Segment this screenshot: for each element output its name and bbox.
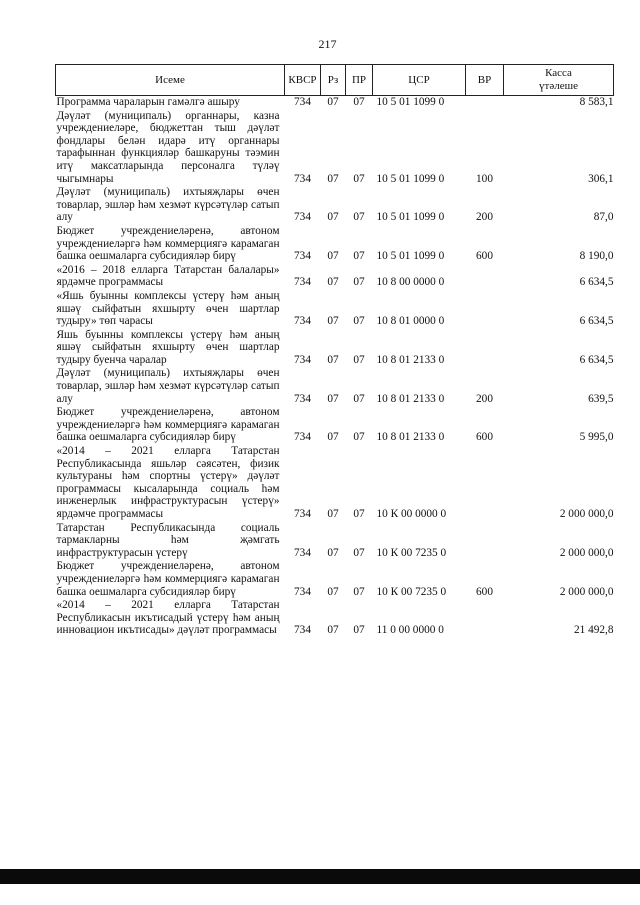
header-sum bbox=[504, 65, 614, 96]
cell-pr: 07 bbox=[353, 96, 365, 108]
cell-csr: 10 8 01 0000 0 bbox=[376, 315, 445, 328]
cell-name: Программа чараларын гамәлгә ашыру bbox=[56, 96, 240, 108]
cell-pr: 07 bbox=[353, 508, 365, 520]
cell-sum: 6 634,5 bbox=[579, 276, 614, 289]
cell-sum: 21 492,8 bbox=[573, 624, 614, 637]
cell-kvsr: 734 bbox=[294, 172, 311, 185]
cell-name: «2016 – 2018 елларга Татарстан балалары» ярдәмче программасы bbox=[56, 263, 280, 289]
cell-rz: 07 bbox=[327, 315, 339, 328]
cell-name: Яшь буынны комплексы үстерү һәм аның яшәү сыйфатын яхшырту өчен шартлар тудыру буенча чаралар bbox=[56, 328, 280, 366]
cell-csr: 10 К 00 7235 0 bbox=[376, 546, 447, 559]
cell-csr: 10 8 01 2133 0 bbox=[376, 392, 445, 405]
cell-rz: 07 bbox=[327, 508, 339, 520]
cell-pr: 07 bbox=[353, 315, 365, 328]
cell-pr: 07 bbox=[353, 585, 365, 598]
cell-sum: 87,0 bbox=[593, 211, 614, 224]
header-sum-line2: үтәлеше bbox=[539, 80, 578, 92]
cell-sum: 5 995,0 bbox=[579, 431, 614, 444]
table-row bbox=[56, 445, 614, 522]
cell-csr: 10 8 00 0000 0 bbox=[376, 276, 445, 289]
budget-table bbox=[55, 64, 614, 638]
cell-rz: 07 bbox=[327, 172, 339, 185]
cell-rz: 07 bbox=[327, 585, 339, 598]
table-row bbox=[56, 225, 614, 264]
cell-rz: 07 bbox=[327, 211, 339, 224]
table-body bbox=[56, 96, 614, 638]
table-row bbox=[56, 522, 614, 561]
table-row bbox=[56, 264, 614, 290]
cell-name: «2014 – 2021 елларга Татарстан Республикасын икътисадый үстерү һәм аның инновацион икътисады» дәүләт программасы bbox=[56, 599, 280, 637]
header-kvsr: КВСР bbox=[285, 65, 321, 96]
cell-kvsr: 734 bbox=[294, 546, 311, 559]
cell-name: Татарстан Республикасында социаль тармакларны һәм җәмгать инфраструктурасын үстерү bbox=[56, 521, 280, 559]
table-header-row bbox=[56, 65, 614, 96]
cell-pr: 07 bbox=[353, 624, 365, 637]
cell-kvsr: 734 bbox=[294, 353, 311, 366]
table-row bbox=[56, 367, 614, 406]
cell-csr: 10 К 00 7235 0 bbox=[376, 585, 447, 598]
cell-rz: 07 bbox=[327, 353, 339, 366]
cell-sum: 6 634,5 bbox=[579, 315, 614, 328]
cell-sum: 306,1 bbox=[588, 172, 614, 185]
cell-kvsr: 734 bbox=[294, 431, 311, 444]
cell-csr: 11 0 00 0000 0 bbox=[376, 624, 444, 637]
cell-csr: 10 5 01 1099 0 bbox=[376, 172, 445, 185]
table-row bbox=[56, 560, 614, 599]
cell-vr: 200 bbox=[476, 392, 493, 405]
cell-vr: 200 bbox=[476, 211, 493, 224]
cell-rz: 07 bbox=[327, 546, 339, 559]
cell-name: «Яшь буынны комплексы үстерү һәм аның яшәү сыйфатын яхшырту өчен шартлар тудыру» төп чарасы bbox=[56, 289, 280, 328]
cell-sum: 2 000 000,0 bbox=[559, 546, 614, 559]
cell-sum: 2 000 000,0 bbox=[559, 508, 614, 520]
cell-vr bbox=[466, 96, 504, 110]
cell-vr bbox=[466, 329, 504, 368]
cell-csr: 10 8 01 2133 0 bbox=[376, 353, 445, 366]
header-rz: Рз bbox=[321, 65, 346, 96]
cell-pr: 07 bbox=[353, 276, 365, 289]
cell-sum: 8 583,1 bbox=[579, 96, 614, 108]
cell-vr: 100 bbox=[476, 172, 493, 185]
cell-csr: 10 К 00 0000 0 bbox=[376, 508, 447, 520]
cell-kvsr: 734 bbox=[294, 250, 311, 263]
cell-kvsr: 734 bbox=[294, 276, 311, 289]
header-name: Исеме bbox=[56, 65, 285, 96]
cell-rz: 07 bbox=[327, 431, 339, 444]
cell-name: Дәүләт (муниципаль) органнары, казна учреждениеләре, бюджеттан тыш дәүләт фондлары белән идарә итү органнары тарафыннан функцияләр башкаруны тәэмин итү максатларында персоналга түләү чыгымнары bbox=[56, 109, 280, 185]
cell-vr bbox=[466, 445, 504, 522]
cell-pr: 07 bbox=[353, 211, 365, 224]
cell-kvsr: 734 bbox=[294, 211, 311, 224]
cell-pr: 07 bbox=[353, 546, 365, 559]
cell-pr: 07 bbox=[353, 392, 365, 405]
cell-name: Бюджет учреждениеләренә, автоном учреждениеләргә һәм коммерциягә карамаган башка оешмаларга субсидияләр бирү bbox=[56, 224, 280, 263]
cell-sum: 8 190,0 bbox=[579, 250, 614, 263]
cell-kvsr: 734 bbox=[294, 96, 311, 108]
cell-vr bbox=[466, 264, 504, 290]
page-number: 217 bbox=[318, 37, 337, 51]
cell-name: «2014 – 2021 елларга Татарстан Республикасында яшьләр сәясәтен, физик культураны һәм спортны үстерү» дәүләт программасы кысаларында социаль һәм инженерлык инфраструктурасын үстерү» ярдәмче программасы bbox=[56, 445, 280, 520]
cell-sum: 639,5 bbox=[588, 392, 614, 405]
cell-name: Бюджет учреждениеләренә, автоном учреждениеләргә һәм коммерциягә карамаган башка оешмаларга субсидияләр бирү bbox=[56, 406, 280, 444]
cell-name: Бюджет учреждениеләренә, автоном учреждениеләргә һәм коммерциягә карамаган башка оешмаларга субсидияләр бирү bbox=[56, 560, 280, 598]
cell-name: Дәүләт (муниципаль) ихтыяҗлары өчен товарлар, эшләр һәм хезмәт күрсәтүләр сатып алу bbox=[56, 367, 280, 405]
cell-rz: 07 bbox=[327, 392, 339, 405]
header-vr: ВР bbox=[466, 65, 504, 96]
table-row bbox=[56, 186, 614, 225]
cell-csr: 10 5 01 1099 0 bbox=[376, 96, 445, 108]
table-row bbox=[56, 406, 614, 445]
header-csr: ЦСР bbox=[373, 65, 466, 96]
cell-kvsr: 734 bbox=[294, 508, 311, 520]
cell-kvsr: 734 bbox=[294, 585, 311, 598]
cell-pr: 07 bbox=[353, 431, 365, 444]
cell-kvsr: 734 bbox=[294, 315, 311, 328]
cell-csr: 10 5 01 1099 0 bbox=[376, 250, 445, 263]
cell-vr: 600 bbox=[476, 431, 493, 444]
table-row bbox=[56, 110, 614, 187]
cell-kvsr: 734 bbox=[294, 624, 311, 637]
header-sum-line1: Касса bbox=[545, 67, 572, 79]
cell-vr: 600 bbox=[476, 250, 493, 263]
cell-rz: 07 bbox=[327, 624, 339, 637]
cell-vr bbox=[466, 290, 504, 329]
table-row bbox=[56, 96, 614, 110]
cell-vr bbox=[466, 599, 504, 638]
table-row bbox=[56, 599, 614, 638]
cell-pr: 07 bbox=[353, 353, 365, 366]
cell-name: Дәүләт (муниципаль) ихтыяҗлары өчен товарлар, эшләр һәм хезмәт күрсәтүләр сатып алу bbox=[56, 186, 280, 224]
cell-csr: 10 8 01 2133 0 bbox=[376, 431, 445, 444]
cell-vr bbox=[466, 522, 504, 561]
scan-footer-bar bbox=[0, 869, 640, 884]
cell-pr: 07 bbox=[353, 172, 365, 185]
header-pr: ПР bbox=[346, 65, 373, 96]
table-row bbox=[56, 290, 614, 329]
cell-kvsr: 734 bbox=[294, 392, 311, 405]
cell-csr: 10 5 01 1099 0 bbox=[376, 211, 445, 224]
cell-rz: 07 bbox=[327, 96, 339, 108]
cell-sum: 6 634,5 bbox=[579, 353, 614, 366]
cell-vr: 600 bbox=[476, 585, 493, 598]
table-row bbox=[56, 329, 614, 368]
cell-rz: 07 bbox=[327, 276, 339, 289]
cell-sum: 2 000 000,0 bbox=[559, 585, 614, 598]
cell-pr: 07 bbox=[353, 250, 365, 263]
cell-rz: 07 bbox=[327, 250, 339, 263]
